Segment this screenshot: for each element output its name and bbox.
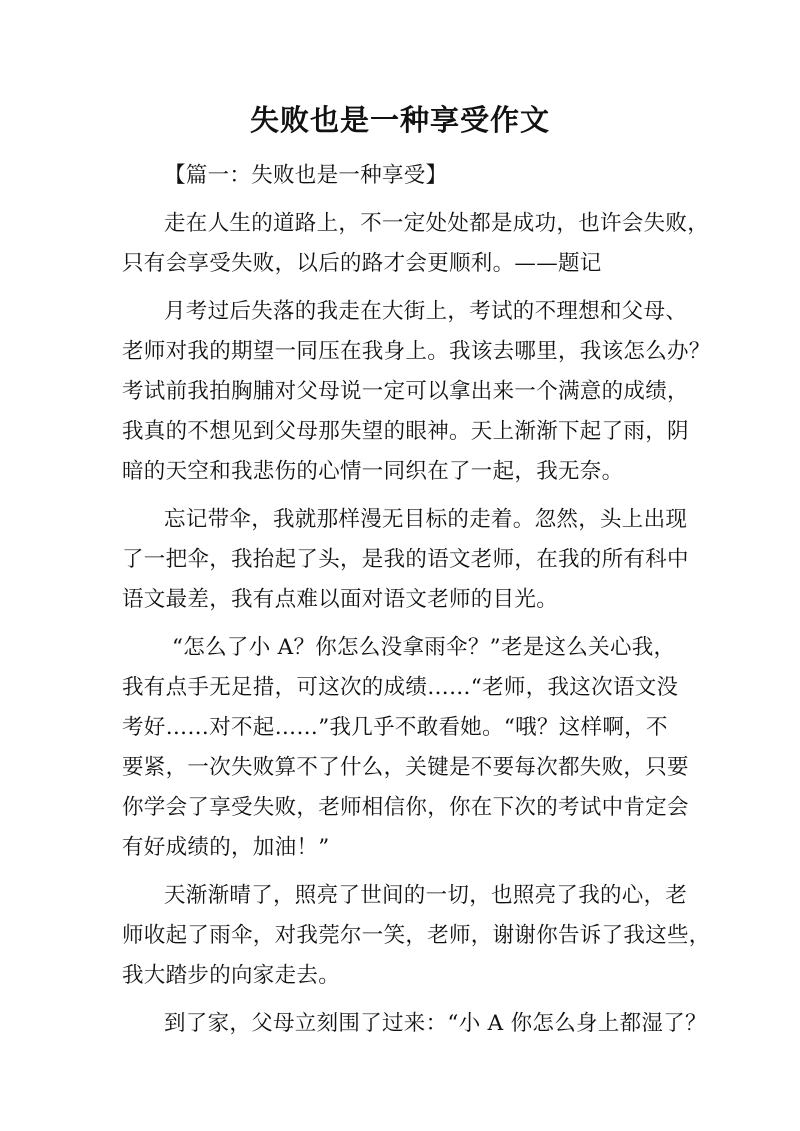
paragraph-line: 暗的天空和我悲伤的心情一同织在了一起，我无奈。 xyxy=(122,459,624,484)
paragraph-6 xyxy=(122,1004,707,1044)
paragraph-line: 我大踏步的向家走去。 xyxy=(122,963,341,988)
paragraph-2 xyxy=(122,292,711,492)
paragraph-line: 老师对我的期望一同压在我身上。我该去哪里，我该怎么办？ xyxy=(122,339,711,364)
paragraph-line: 要紧，一次失败算不了什么，关键是不要每次都失败，只要 xyxy=(122,755,689,780)
paragraph-line: 月考过后失落的我走在大街上，考试的不理想和父母、 xyxy=(164,299,688,324)
document-body xyxy=(122,156,711,1044)
document-title: 失败也是一种享受作文 xyxy=(249,103,550,137)
paragraph-line: 只有会享受失败，以后的路才会更顺利。——题记 xyxy=(122,251,602,276)
paragraph-line: 到了家，父母立刻围了过来：“小 A 你怎么身上都湿了？ xyxy=(164,1011,707,1036)
paragraph-line: 走在人生的道路上，不一定处处都是成功，也许会失败， xyxy=(164,211,710,236)
paragraph-line: 语文最差，我有点难以面对语文老师的目光。 xyxy=(122,587,559,612)
paragraph-line: 考试前我拍胸脯对父母说一定可以拿出来一个满意的成绩， xyxy=(122,379,689,404)
paragraph-3 xyxy=(122,500,689,620)
paragraph-line: 有好成绩的，加油！” xyxy=(122,835,330,860)
paragraph-line: 考好……对不起……”我几乎不敢看她。“哦？这样啊，不 xyxy=(122,715,668,740)
paragraph-line: 了一把伞，我抬起了头，是我的语文老师，在我的所有科中 xyxy=(122,547,689,572)
paragraph-5 xyxy=(122,876,711,996)
paragraph-1 xyxy=(122,204,710,284)
section-heading: 【篇一：失败也是一种享受】 xyxy=(164,163,448,188)
paragraph-4 xyxy=(122,628,689,868)
paragraph-line: 我真的不想见到父母那失望的眼神。天上渐渐下起了雨，阴 xyxy=(122,419,689,444)
paragraph-line: 你学会了享受失败，老师相信你，你在下次的考试中肯定会 xyxy=(122,795,689,820)
paragraph-line: 忘记带伞，我就那样漫无目标的走着。忽然，头上出现 xyxy=(164,507,688,532)
paragraph-line: 师收起了雨伞，对我莞尔一笑，老师，谢谢你告诉了我这些， xyxy=(122,923,711,948)
paragraph-line: 我有点手无足措，可这次的成绩……“老师，我这次语文没 xyxy=(122,675,679,700)
paragraph-line: “怎么了小 A？你怎么没拿雨伞？”老是这么关心我， xyxy=(172,635,676,660)
paragraph-line: 天渐渐晴了，照亮了世间的一切，也照亮了我的心，老 xyxy=(164,883,688,908)
